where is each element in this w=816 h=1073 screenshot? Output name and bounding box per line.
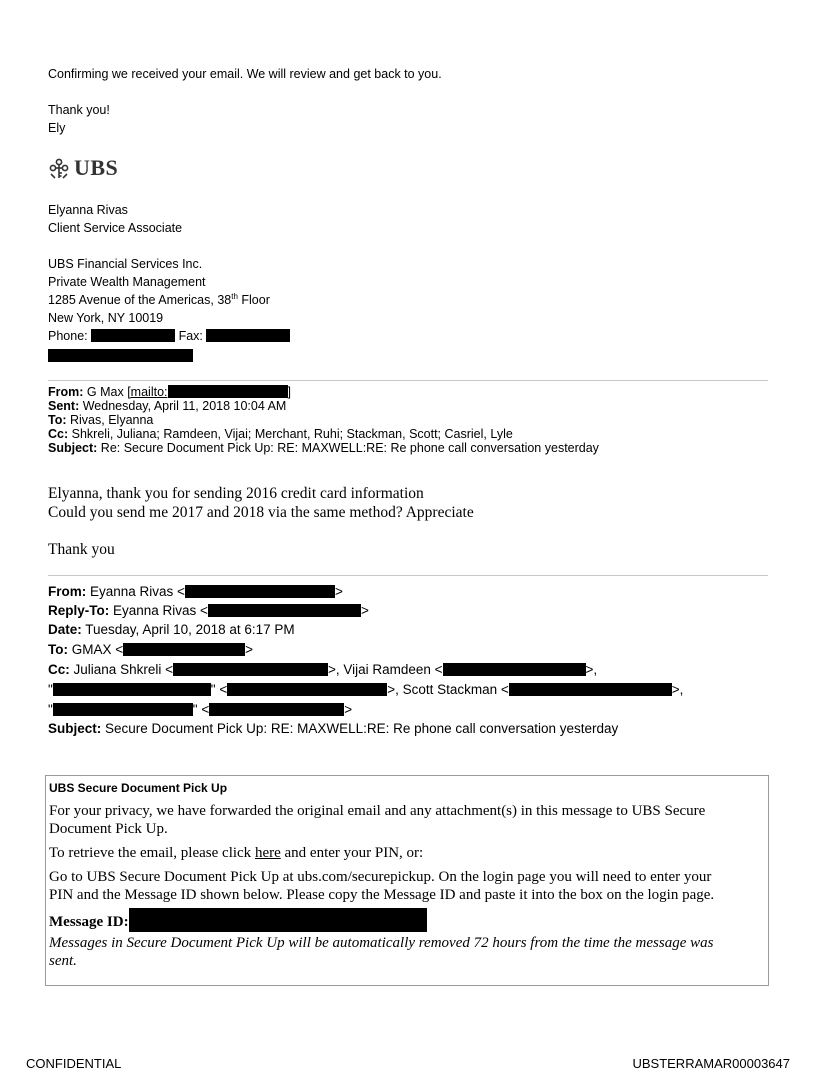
redaction-box (227, 683, 387, 696)
privacy-line1: For your privacy, we have forwarded the original email and any attachment(s) in this message to UBS Secure (49, 803, 706, 819)
here-link[interactable]: here (254, 845, 281, 861)
removal-line1: Messages in Secure Document Pick Up will be automatically removed 72 hours from the time the message was (49, 935, 714, 951)
reply-line: Confirming we received your email. We will review and get back to you. (48, 67, 442, 81)
signature-address: 1285 Avenue of the Americas, 38th Floor (48, 291, 270, 307)
signature-email-redacted (48, 347, 193, 365)
ubs-logo (47, 154, 118, 182)
email2-subject: Subject: Secure Document Pick Up: RE: MAXWELL:RE: Re phone call conversation yesterday (48, 721, 619, 736)
email1-sent: Sent: Wednesday, April 11, 2018 10:04 AM (48, 399, 287, 413)
email2-cc: Cc: Juliana Shkreli < >, Vijai Ramdeen < >, (48, 662, 598, 677)
message-id-row: Message ID: (49, 908, 765, 932)
redaction-box (91, 329, 175, 342)
redaction-box (206, 329, 290, 342)
signature-name: Elyanna Rivas (48, 203, 128, 217)
email1-cc: Cc: Shkreli, Juliana; Ramdeen, Vijai; Merchant, Ruhi; Stackman, Scott; Casriel, Lyle (48, 427, 513, 441)
signature-city: New York, NY 10019 (48, 311, 164, 325)
email2-from: From: Eyanna Rivas < > (48, 584, 343, 599)
signature-phone-fax: Phone: Fax: (48, 327, 290, 345)
footer-confidential: CONFIDENTIAL (26, 1056, 122, 1071)
reply-thanks: Thank you! (48, 103, 110, 117)
divider (48, 380, 768, 381)
redaction-box (53, 683, 211, 696)
email2-date: Date: Tuesday, April 10, 2018 at 6:17 PM (48, 622, 295, 637)
email1-to: To: Rivas, Elyanna (48, 413, 154, 427)
redaction-box (443, 663, 586, 676)
redaction-box (53, 703, 193, 716)
redaction-box (509, 683, 672, 696)
signature-title: Client Service Associate (48, 221, 183, 235)
email2-cc-line2: " " < >, Scott Stackman < >, (48, 682, 684, 697)
ubs-logo-text: UBS (74, 155, 119, 180)
removal-line2: sent. (49, 953, 77, 969)
divider (48, 575, 768, 576)
redaction-box (129, 908, 427, 932)
email1-body-line1: Elyanna, thank you for sending 2016 credit card information (48, 485, 424, 502)
redaction-box (208, 604, 361, 617)
footer-bates-number: UBSTERRAMAR00003647 (632, 1056, 790, 1071)
email2-to: To: GMAX < > (48, 642, 254, 657)
secure-pickup-heading: UBS Secure Document Pick Up (49, 781, 228, 795)
email2-reply-to: Reply-To: Eyanna Rivas < > (48, 603, 369, 618)
redaction-box (209, 703, 344, 716)
goto-line2: PIN and the Message ID shown below. Please copy the Message ID and paste it into the box on the login page. (49, 887, 715, 903)
secure-pickup-box (45, 775, 769, 986)
email1-body-line2: Could you send me 2017 and 2018 via the same method? Appreciate (48, 504, 474, 521)
privacy-line2: Document Pick Up. (49, 821, 168, 837)
goto-line1: Go to UBS Secure Document Pick Up at ubs.com/securepickup. On the login page you will need to enter your (49, 869, 712, 885)
email2-cc-line3: " " < > (48, 702, 353, 717)
reply-name: Ely (48, 121, 66, 135)
ubs-keys-icon (47, 156, 71, 180)
redaction-box (123, 643, 245, 656)
email1-subject: Subject: Re: Secure Document Pick Up: RE: MAXWELL:RE: Re phone call conversation yesterday (48, 441, 599, 455)
signature-division: Private Wealth Management (48, 275, 206, 289)
mailto-link[interactable]: [mailto: (127, 385, 168, 399)
redaction-box (168, 385, 288, 398)
email1-from: From: G Max [mailto: ] (48, 385, 291, 399)
redaction-box (48, 349, 193, 362)
signature-company: UBS Financial Services Inc. (48, 257, 203, 271)
redaction-box (173, 663, 328, 676)
retrieve-line: To retrieve the email, please click here and enter your PIN, or: (49, 845, 424, 861)
redaction-box (185, 585, 335, 598)
email1-body-thanks: Thank you (48, 541, 115, 558)
